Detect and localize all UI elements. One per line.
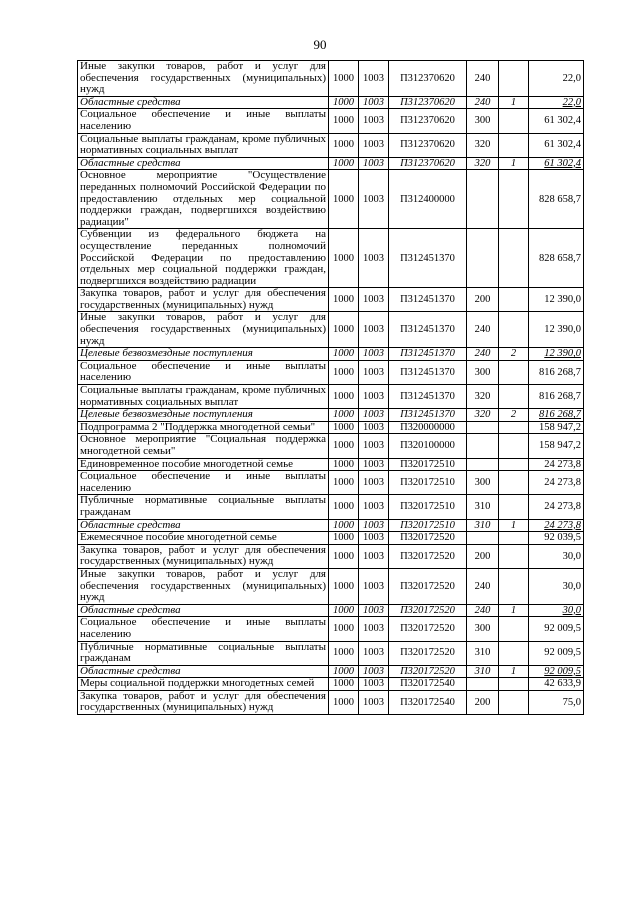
- cell-funding-source: [499, 690, 529, 714]
- cell-expense-type: 200: [467, 544, 499, 568]
- cell-name: Единовременное пособие многодетной семье: [78, 458, 329, 471]
- cell-funding-source: [499, 458, 529, 471]
- cell-funding-source: [499, 61, 529, 97]
- cell-section-code: 1003: [359, 109, 389, 133]
- cell-name: Закупка товаров, работ и услуг для обеспечения государственных (муниципальных) нужд: [78, 544, 329, 568]
- cell-name: Областные средства: [78, 157, 329, 170]
- cell-target-article: П312451370: [389, 229, 467, 288]
- cell-department-code: 1000: [329, 544, 359, 568]
- cell-department-code: 1000: [329, 495, 359, 519]
- table-row: [78, 229, 584, 288]
- cell-funding-source: [499, 170, 529, 229]
- cell-section-code: 1003: [359, 544, 389, 568]
- cell-amount: 828 658,7: [529, 170, 584, 229]
- cell-name: Субвенции из федерального бюджета на осуществление переданных полномочий Российской Федерации по предоставлению отдельных мер социальной поддержки граждан, подвергшихся воздействию радиации: [78, 229, 329, 288]
- cell-section-code: 1003: [359, 312, 389, 348]
- cell-funding-source: [499, 360, 529, 384]
- table-row: [78, 409, 584, 422]
- budget-table-body: [78, 61, 584, 715]
- cell-department-code: 1000: [329, 348, 359, 361]
- cell-section-code: 1003: [359, 532, 389, 545]
- cell-amount: 158 947,2: [529, 421, 584, 434]
- cell-amount: 816 268,7: [529, 409, 584, 422]
- cell-funding-source: [499, 544, 529, 568]
- table-row: [78, 495, 584, 519]
- cell-funding-source: [499, 568, 529, 604]
- cell-department-code: 1000: [329, 229, 359, 288]
- cell-amount: 816 268,7: [529, 360, 584, 384]
- cell-funding-source: [499, 385, 529, 409]
- cell-target-article: П320172510: [389, 495, 467, 519]
- cell-amount: 816 268,7: [529, 385, 584, 409]
- table-row: [78, 157, 584, 170]
- cell-funding-source: [499, 471, 529, 495]
- cell-amount: 24 273,8: [529, 519, 584, 532]
- cell-target-article: П320172520: [389, 617, 467, 641]
- cell-target-article: П312451370: [389, 288, 467, 312]
- cell-target-article: П312370620: [389, 109, 467, 133]
- cell-target-article: П312400000: [389, 170, 467, 229]
- table-row: [78, 471, 584, 495]
- cell-funding-source: [499, 421, 529, 434]
- table-row: [78, 360, 584, 384]
- cell-section-code: 1003: [359, 288, 389, 312]
- cell-section-code: 1003: [359, 133, 389, 157]
- cell-name: Закупка товаров, работ и услуг для обеспечения государственных (муниципальных) нужд: [78, 288, 329, 312]
- cell-expense-type: 310: [467, 665, 499, 678]
- cell-target-article: П320172520: [389, 544, 467, 568]
- cell-expense-type: [467, 434, 499, 458]
- cell-amount: 75,0: [529, 690, 584, 714]
- cell-amount: 12 390,0: [529, 288, 584, 312]
- table-row: [78, 458, 584, 471]
- cell-amount: 92 039,5: [529, 532, 584, 545]
- cell-expense-type: [467, 678, 499, 691]
- cell-amount: 24 273,8: [529, 458, 584, 471]
- table-row: [78, 421, 584, 434]
- cell-amount: 24 273,8: [529, 471, 584, 495]
- cell-name: Иные закупки товаров, работ и услуг для обеспечения государственных (муниципальных) нужд: [78, 312, 329, 348]
- cell-expense-type: 300: [467, 617, 499, 641]
- cell-target-article: П320172540: [389, 678, 467, 691]
- cell-section-code: 1003: [359, 434, 389, 458]
- budget-table: [77, 60, 584, 715]
- cell-amount: 61 302,4: [529, 133, 584, 157]
- cell-target-article: П320172540: [389, 690, 467, 714]
- cell-funding-source: 2: [499, 409, 529, 422]
- table-row: [78, 617, 584, 641]
- cell-expense-type: [467, 229, 499, 288]
- cell-expense-type: 240: [467, 604, 499, 617]
- cell-name: Целевые безвозмездные поступления: [78, 409, 329, 422]
- cell-name: Социальное обеспечение и иные выплаты населению: [78, 109, 329, 133]
- cell-section-code: 1003: [359, 471, 389, 495]
- cell-target-article: П312451370: [389, 360, 467, 384]
- cell-department-code: 1000: [329, 568, 359, 604]
- cell-name: Социальные выплаты гражданам, кроме публичных нормативных социальных выплат: [78, 385, 329, 409]
- cell-department-code: 1000: [329, 61, 359, 97]
- cell-expense-type: 200: [467, 288, 499, 312]
- cell-section-code: 1003: [359, 495, 389, 519]
- table-row: [78, 532, 584, 545]
- table-row: [78, 690, 584, 714]
- cell-department-code: 1000: [329, 665, 359, 678]
- cell-name: Областные средства: [78, 604, 329, 617]
- cell-target-article: П312370620: [389, 96, 467, 109]
- cell-funding-source: [499, 133, 529, 157]
- cell-target-article: П320172510: [389, 458, 467, 471]
- cell-funding-source: [499, 641, 529, 665]
- table-row: [78, 665, 584, 678]
- cell-funding-source: [499, 532, 529, 545]
- cell-department-code: 1000: [329, 96, 359, 109]
- cell-name: Целевые безвозмездные поступления: [78, 348, 329, 361]
- cell-name: Закупка товаров, работ и услуг для обеспечения государственных (муниципальных) нужд: [78, 690, 329, 714]
- cell-funding-source: [499, 288, 529, 312]
- cell-target-article: П312451370: [389, 312, 467, 348]
- cell-section-code: 1003: [359, 458, 389, 471]
- cell-section-code: 1003: [359, 360, 389, 384]
- cell-target-article: П312370620: [389, 133, 467, 157]
- cell-target-article: П320100000: [389, 434, 467, 458]
- page-number: 90: [313, 37, 327, 52]
- cell-funding-source: [499, 678, 529, 691]
- table-row: [78, 519, 584, 532]
- table-row: [78, 109, 584, 133]
- cell-section-code: 1003: [359, 604, 389, 617]
- cell-section-code: 1003: [359, 96, 389, 109]
- cell-department-code: 1000: [329, 678, 359, 691]
- cell-amount: 92 009,5: [529, 617, 584, 641]
- cell-target-article: П320172520: [389, 604, 467, 617]
- cell-department-code: 1000: [329, 385, 359, 409]
- cell-section-code: 1003: [359, 61, 389, 97]
- cell-amount: 158 947,2: [529, 434, 584, 458]
- cell-amount: 828 658,7: [529, 229, 584, 288]
- cell-funding-source: 2: [499, 348, 529, 361]
- cell-amount: 12 390,0: [529, 312, 584, 348]
- table-row: [78, 170, 584, 229]
- cell-expense-type: 320: [467, 157, 499, 170]
- cell-department-code: 1000: [329, 312, 359, 348]
- cell-name: Меры социальной поддержки многодетных семей: [78, 678, 329, 691]
- table-row: [78, 96, 584, 109]
- table-row: [78, 61, 584, 97]
- cell-target-article: П312370620: [389, 61, 467, 97]
- cell-amount: 30,0: [529, 604, 584, 617]
- cell-name: Основное мероприятие "Осуществление переданных полномочий Российской Федерации по предоставлению отдельных мер социальной поддержки граждан, подвергшихся воздействию радиации": [78, 170, 329, 229]
- cell-expense-type: 240: [467, 312, 499, 348]
- cell-section-code: 1003: [359, 170, 389, 229]
- cell-department-code: 1000: [329, 532, 359, 545]
- cell-name: Основное мероприятие "Социальная поддержка многодетной семьи": [78, 434, 329, 458]
- cell-target-article: П320000000: [389, 421, 467, 434]
- cell-target-article: П312451370: [389, 385, 467, 409]
- cell-section-code: 1003: [359, 678, 389, 691]
- cell-funding-source: 1: [499, 604, 529, 617]
- cell-name: Иные закупки товаров, работ и услуг для обеспечения государственных (муниципальных) нужд: [78, 61, 329, 97]
- cell-funding-source: 1: [499, 157, 529, 170]
- table-row: [78, 568, 584, 604]
- cell-amount: 22,0: [529, 61, 584, 97]
- cell-amount: 24 273,8: [529, 495, 584, 519]
- table-row: [78, 544, 584, 568]
- cell-department-code: 1000: [329, 434, 359, 458]
- cell-expense-type: 240: [467, 568, 499, 604]
- cell-department-code: 1000: [329, 519, 359, 532]
- cell-name: Публичные нормативные социальные выплаты гражданам: [78, 495, 329, 519]
- cell-section-code: 1003: [359, 568, 389, 604]
- cell-department-code: 1000: [329, 409, 359, 422]
- cell-section-code: 1003: [359, 348, 389, 361]
- cell-funding-source: [499, 495, 529, 519]
- cell-section-code: 1003: [359, 409, 389, 422]
- cell-target-article: П320172520: [389, 665, 467, 678]
- cell-funding-source: [499, 312, 529, 348]
- cell-expense-type: [467, 532, 499, 545]
- cell-target-article: П320172510: [389, 519, 467, 532]
- cell-expense-type: [467, 170, 499, 229]
- cell-expense-type: 320: [467, 133, 499, 157]
- cell-name: Областные средства: [78, 96, 329, 109]
- table-row: [78, 348, 584, 361]
- cell-amount: 12 390,0: [529, 348, 584, 361]
- cell-funding-source: [499, 617, 529, 641]
- cell-target-article: П312370620: [389, 157, 467, 170]
- table-row: [78, 133, 584, 157]
- cell-funding-source: [499, 229, 529, 288]
- cell-amount: 22,0: [529, 96, 584, 109]
- cell-section-code: 1003: [359, 665, 389, 678]
- cell-section-code: 1003: [359, 421, 389, 434]
- cell-section-code: 1003: [359, 690, 389, 714]
- cell-section-code: 1003: [359, 157, 389, 170]
- cell-section-code: 1003: [359, 641, 389, 665]
- cell-department-code: 1000: [329, 360, 359, 384]
- cell-expense-type: 300: [467, 360, 499, 384]
- cell-name: Публичные нормативные социальные выплаты гражданам: [78, 641, 329, 665]
- cell-expense-type: 240: [467, 96, 499, 109]
- cell-target-article: П312451370: [389, 348, 467, 361]
- cell-expense-type: 240: [467, 348, 499, 361]
- cell-expense-type: 320: [467, 409, 499, 422]
- cell-department-code: 1000: [329, 109, 359, 133]
- cell-department-code: 1000: [329, 133, 359, 157]
- cell-department-code: 1000: [329, 471, 359, 495]
- cell-department-code: 1000: [329, 170, 359, 229]
- cell-name: Областные средства: [78, 519, 329, 532]
- table-row: [78, 678, 584, 691]
- cell-section-code: 1003: [359, 229, 389, 288]
- cell-expense-type: 320: [467, 385, 499, 409]
- cell-department-code: 1000: [329, 641, 359, 665]
- cell-section-code: 1003: [359, 519, 389, 532]
- cell-amount: 30,0: [529, 544, 584, 568]
- cell-name: Социальное обеспечение и иные выплаты населению: [78, 617, 329, 641]
- cell-name: Областные средства: [78, 665, 329, 678]
- cell-amount: 42 633,9: [529, 678, 584, 691]
- cell-target-article: П320172520: [389, 641, 467, 665]
- cell-expense-type: 240: [467, 61, 499, 97]
- cell-section-code: 1003: [359, 385, 389, 409]
- cell-name: Социальное обеспечение и иные выплаты населению: [78, 471, 329, 495]
- cell-name: Иные закупки товаров, работ и услуг для обеспечения государственных (муниципальных) нужд: [78, 568, 329, 604]
- cell-department-code: 1000: [329, 458, 359, 471]
- cell-department-code: 1000: [329, 157, 359, 170]
- cell-expense-type: 200: [467, 690, 499, 714]
- cell-target-article: П312451370: [389, 409, 467, 422]
- cell-department-code: 1000: [329, 421, 359, 434]
- cell-department-code: 1000: [329, 288, 359, 312]
- table-row: [78, 641, 584, 665]
- cell-expense-type: 300: [467, 109, 499, 133]
- cell-expense-type: 310: [467, 519, 499, 532]
- cell-target-article: П320172510: [389, 471, 467, 495]
- cell-name: Социальные выплаты гражданам, кроме публичных нормативных социальных выплат: [78, 133, 329, 157]
- cell-department-code: 1000: [329, 617, 359, 641]
- cell-funding-source: 1: [499, 519, 529, 532]
- cell-name: Социальное обеспечение и иные выплаты населению: [78, 360, 329, 384]
- table-row: [78, 312, 584, 348]
- cell-expense-type: 310: [467, 495, 499, 519]
- cell-funding-source: 1: [499, 96, 529, 109]
- table-row: [78, 434, 584, 458]
- cell-amount: 92 009,5: [529, 665, 584, 678]
- cell-department-code: 1000: [329, 690, 359, 714]
- cell-amount: 92 009,5: [529, 641, 584, 665]
- cell-name: Ежемесячное пособие многодетной семье: [78, 532, 329, 545]
- cell-target-article: П320172520: [389, 532, 467, 545]
- table-row: [78, 288, 584, 312]
- cell-funding-source: 1: [499, 665, 529, 678]
- cell-expense-type: 300: [467, 471, 499, 495]
- cell-funding-source: [499, 434, 529, 458]
- cell-amount: 61 302,4: [529, 109, 584, 133]
- cell-section-code: 1003: [359, 617, 389, 641]
- cell-target-article: П320172520: [389, 568, 467, 604]
- cell-amount: 61 302,4: [529, 157, 584, 170]
- cell-expense-type: 310: [467, 641, 499, 665]
- table-row: [78, 385, 584, 409]
- cell-department-code: 1000: [329, 604, 359, 617]
- cell-expense-type: [467, 421, 499, 434]
- cell-name: Подпрограмма 2 "Поддержка многодетной семьи": [78, 421, 329, 434]
- cell-amount: 30,0: [529, 568, 584, 604]
- cell-expense-type: [467, 458, 499, 471]
- table-row: [78, 604, 584, 617]
- cell-funding-source: [499, 109, 529, 133]
